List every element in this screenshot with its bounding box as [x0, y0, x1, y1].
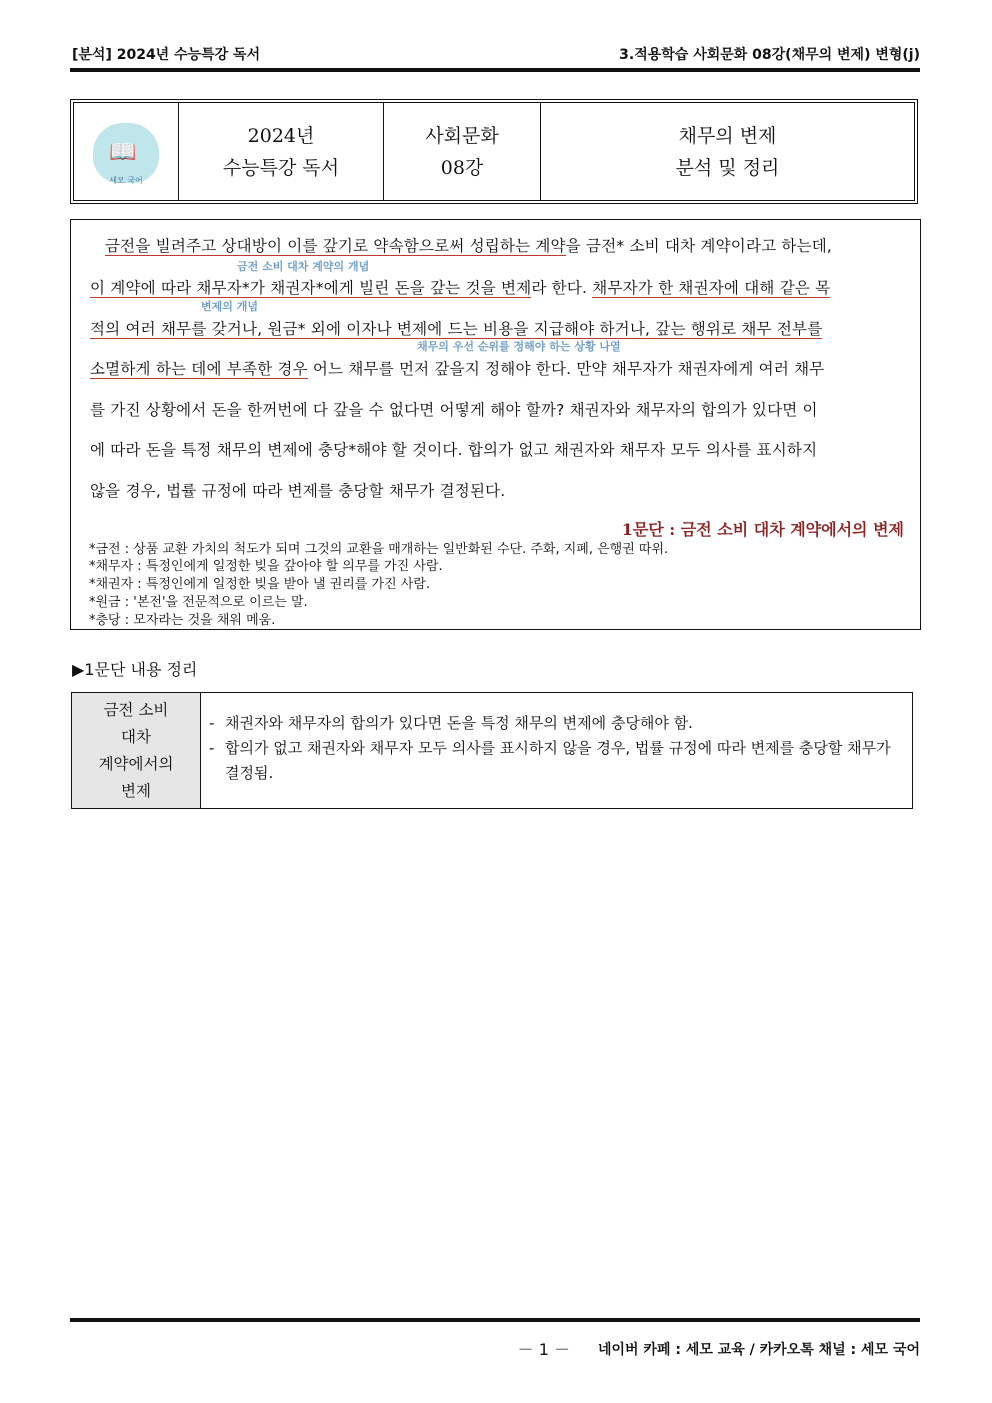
- footer-rule: [70, 1318, 920, 1322]
- header-left: [분석] 2024년 수능특강 독서: [72, 47, 261, 63]
- paragraph-title: 1문단 : 금전 소비 대차 계약에서의 변제: [621, 520, 904, 539]
- passage-line-3: 적의 여러 채무를 갖거나, 원금* 외에 이자나 변제에 드는 비용을 지급해야 하거나, 갚는 행위로 채무 전부를: [90, 320, 823, 338]
- annotation-priority-situations: 채무의 우선 순위를 정해야 하는 상황 나열: [417, 340, 621, 353]
- title-cell-unit: 사회문화 08강: [384, 103, 541, 200]
- passage-line-6: 에 따라 돈을 특정 채무의 변제에 충당*해야 할 것이다. 합의가 없고 채권자와 채무자 모두 의사를 표시하지: [90, 441, 818, 459]
- passage-line-7: 않을 경우, 법률 규정에 따라 변제를 충당할 채무가 결정된다.: [90, 482, 506, 500]
- title-cell-book: 2024년 수능특강 독서: [179, 103, 384, 200]
- passage-line-4: 소멸하게 하는 데에 부족한 경우 어느 채무를 먼저 갚을지 정해야 한다. 만약 채무자가 채권자에게 여러 채무: [90, 360, 825, 378]
- logo: [89, 115, 163, 189]
- summary-item: - 합의가 없고 채권자와 채무자 모두 의사를 표시하지 않을 경우, 법률 규정에 따라 변제를 충당할 채무가 결정됨.: [209, 739, 891, 782]
- summary-item: - 채권자와 채무자의 합의가 있다면 돈을 특정 채무의 변제에 충당해야 함.: [209, 714, 693, 732]
- logo-cell: [74, 103, 179, 200]
- title-cell-topic: 채무의 변제 분석 및 정리: [675, 124, 780, 179]
- page-number: － 1 －: [517, 1340, 570, 1359]
- header-rule: [70, 68, 920, 72]
- passage-line-2: 이 계약에 따라 채무자*가 채권자*에게 빌린 돈을 갚는 것을 변제라 한다. 채무자가 한 채권자에 대해 같은 목: [90, 279, 831, 297]
- passage-line-5: 를 가진 상황에서 돈을 한꺼번에 다 갚을 수 없다면 어떻게 해야 할까? 채권자와 채무자의 합의가 있다면 이: [90, 401, 818, 419]
- passage-box: [70, 219, 921, 630]
- footer-text: 네이버 카페 : 세모 교육 / 카카오톡 채널 : 세모 국어: [597, 1341, 920, 1358]
- footnote-principal: *원금 : '본전'을 전문적으로 이르는 말.: [89, 595, 308, 610]
- logo-text: 세모 국어: [109, 175, 143, 185]
- summary-table: [71, 692, 913, 809]
- book-icon: 📖: [109, 139, 137, 165]
- footnote-money: *금전 : 상품 교환 가치의 척도가 되며 그것의 교환을 매개하는 일반화된 수단. 주화, 지폐, 은행권 따위.: [89, 542, 669, 557]
- annotation-contract-concept: 금전 소비 대차 계약의 개념: [237, 260, 370, 273]
- header-right: 3.적용학습 사회문화 08강(채무의 변제) 변형(j): [619, 47, 920, 63]
- summary-label: 금전 소비 대차 계약에서의 변제: [72, 693, 201, 808]
- title-table: [70, 99, 918, 204]
- footnote-debtor: *채무자 : 특정인에게 일정한 빚을 갚아야 할 의무를 가진 사람.: [89, 559, 443, 574]
- passage-line-1: 금전을 빌려주고 상대방이 이를 갚기로 약속함으로써 성립하는 계약을 금전* 소비 대차 계약이라고 하는데,: [105, 237, 833, 255]
- summary-section-title: ▶1문단 내용 정리: [72, 660, 198, 679]
- annotation-repayment-concept: 변제의 개념: [201, 300, 258, 313]
- footer: [518, 1337, 920, 1360]
- summary-content: [201, 693, 912, 808]
- footnote-creditor: *채권자 : 특정인에게 일정한 빚을 받아 낼 권리를 가진 사람.: [89, 577, 431, 592]
- footnote-appropriation: *충당 : 모자라는 것을 채워 메움.: [89, 613, 276, 628]
